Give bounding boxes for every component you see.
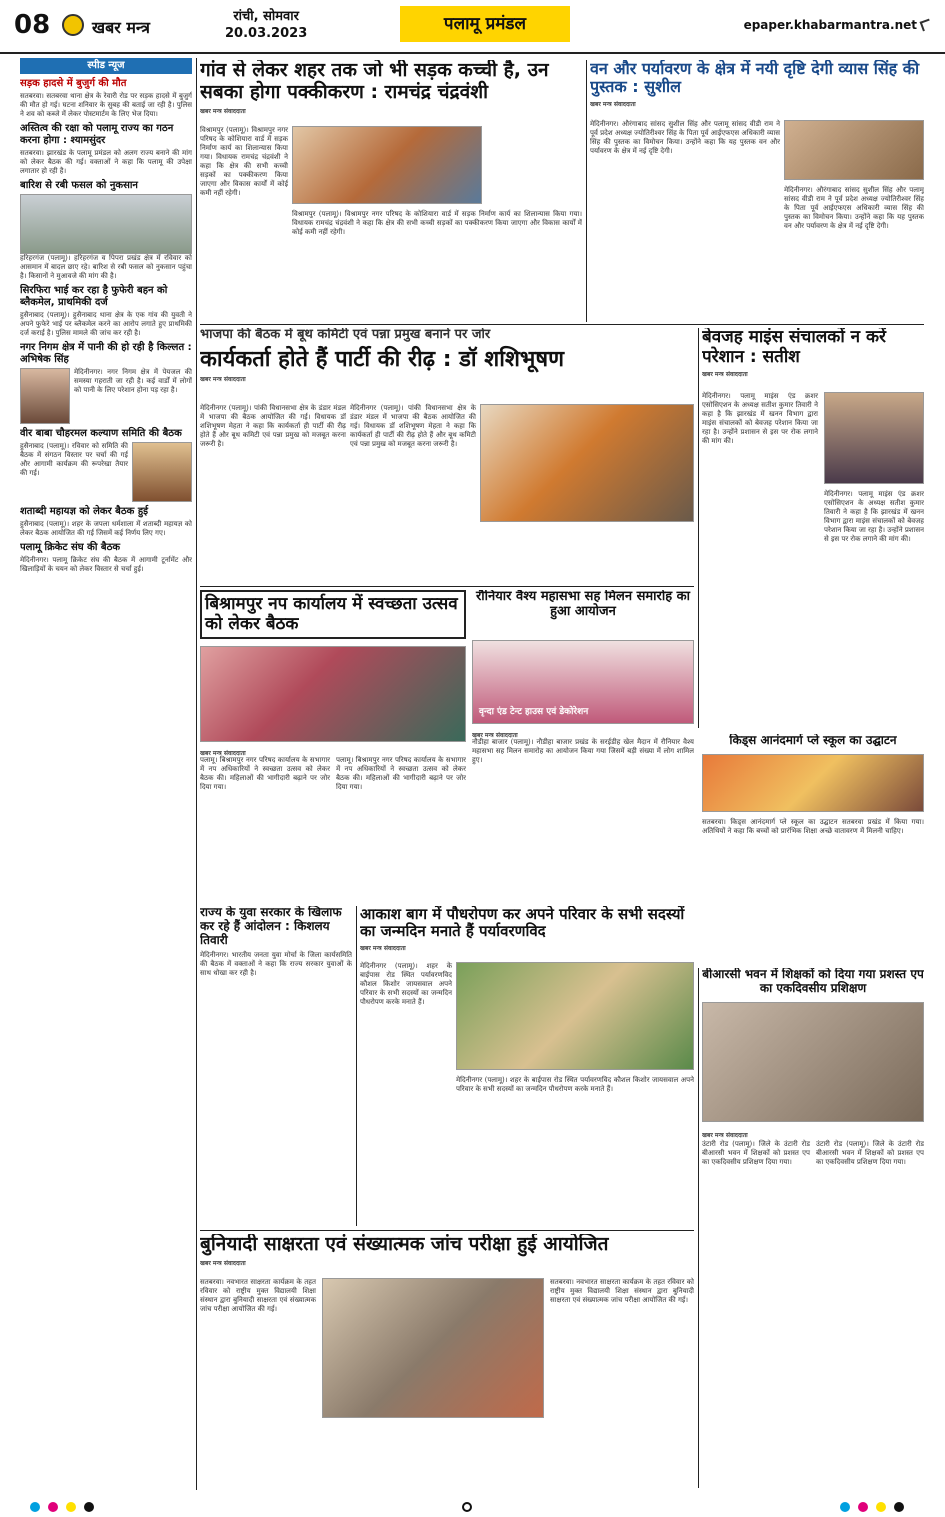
byline: खबर मन्त्र संवाददाता <box>702 371 748 379</box>
portrait-photo <box>20 368 70 424</box>
yellow-dot-icon <box>66 1502 76 1512</box>
sidebar-headline: अस्तित्व की रक्षा को पलामू राज्य का गठन करना होगा : श्यामसुंदर <box>20 123 174 146</box>
exam-photo <box>322 1278 544 1418</box>
rain-photo <box>20 194 192 254</box>
mines-headline: बेवजह माइंस संचालकों न करें परेशान : सतीश <box>702 328 887 367</box>
plant-headline: आकाश बाग में पौधरोपण कर अपने परिवार के सभी सदस्यों का जन्मदिन मनाते हैं पर्यावरणविद <box>360 906 685 941</box>
sidebar-body: हुसैनाबाद (पलामू)। शहर के जपला धर्मशाला में शताब्दी महायज्ञ को लेकर बैठक आयोजित की गई जिसमें कई निर्णय लिए गए। <box>20 520 192 537</box>
kidzee-photo <box>702 754 924 812</box>
sidebar-body: सतबरवा। सतबरवा थाना क्षेत्र के रेवारी रोड पर सड़क हादसे में बुजुर्ग की मौत हो गई। घटना शनिवार के सुबह की बताई जा रही है। पुलिस ने शव को कब्जे में लेकर पोस्टमार्टम के लिए भेज दिया। <box>20 92 192 118</box>
column-divider <box>586 60 587 322</box>
brc-body-cont: उंटारी रोड (पलामू)। जिले के उंटारी रोड बीआरसी भवन में शिक्षकों को प्रशस्त एप का एकदिवसीय प्रशिक्षण दिया गया। <box>816 1140 924 1166</box>
kidzee-headline: किड्स आनंदमार्ग प्ले स्कूल का उद्घाटन <box>729 734 897 747</box>
sidebar-item <box>20 123 192 176</box>
byline: खबर मन्त्र संवाददाता <box>702 1132 748 1139</box>
speed-news-column <box>20 58 192 1490</box>
mines-body: मेदिनीनगर। पलामू माइंस एंड क्रशर एसोसिएशन के अध्यक्ष सतीश कुमार तिवारी ने कहा है कि झारखंड में खनन विभाग द्वारा माइंस संचालकों को बेवजह परेशान किया जा रहा है। उन्होंने प्रशासन से इस पर रोक लगाने की मांग की। <box>702 392 818 445</box>
magenta-dot-icon <box>48 1502 58 1512</box>
vaishya-headline: रौनियार वैश्य महासभा सह मिलन समारोह का हुआ आयोजन <box>475 590 690 619</box>
byline: खबर मन्त्र संवाददाता <box>472 732 518 739</box>
literacy-body-cont: सतबरवा। नवभारत साक्षरता कार्यक्रम के तहत रविवार को राष्ट्रीय मुक्त विद्यालयी शिक्षा संस्थान द्वारा बुनियादी साक्षरता एवं संख्यात्मक जांच परीक्षा आयोजित की गई। <box>550 1278 694 1304</box>
top-story-body: विश्रामपुर (पलामू)। विश्रामपुर नगर परिषद के कोशियारा वार्ड में सड़क निर्माण कार्य का शिलान्यास किया गया। विधायक रामचंद्र चंद्रवंशी ने कहा कि क्षेत्र की सभी कच्ची सड़कों का पक्कीकरण किया जाएगा और विकास कार्यों में कोई कमी नहीं रहेगी। <box>200 126 288 197</box>
byline: खबर मन्त्र संवाददाता <box>200 1259 246 1267</box>
book-launch-photo <box>784 120 924 180</box>
bjp-body-cont: मेदिनीनगर (पलामू)। पांकी विधानसभा क्षेत्र के डंडार मंडल में भाजपा की बैठक आयोजित की गई। विधायक डॉ शशिभूषण मेहता ने कहा कि कार्यकर्ता ही पार्टी की रीढ़ होते हैं और बूथ कमिटी एवं पन्ना प्रमुख को मजबूत करना जरूरी है। <box>350 404 476 448</box>
inauguration-photo <box>292 126 482 204</box>
registration-mark-icon <box>462 1502 472 1512</box>
sidebar-headline: सड़क हादसे में बुजुर्ग की मौत <box>20 78 127 89</box>
column-divider <box>698 328 699 728</box>
swachhata-photo <box>200 646 466 742</box>
dateline <box>225 8 307 42</box>
swachhata-story <box>200 590 466 902</box>
magenta-dot-icon <box>858 1502 868 1512</box>
satish-portrait-photo <box>824 392 924 484</box>
section-rule <box>200 586 694 587</box>
column-divider <box>196 58 197 1490</box>
sidebar-headline: नगर निगम क्षेत्र में पानी की हो रही है किल्लत : अभिषेक सिंह <box>20 342 192 365</box>
bjp-kicker: भाजपा की बैठक में बूथ कमिटी एवं पन्ना प्रमुख बनाने पर जोर <box>200 328 491 342</box>
sidebar-item <box>20 78 192 119</box>
plantation-photo <box>456 962 694 1070</box>
plant-story <box>360 906 694 1226</box>
kidzee-story <box>702 734 924 964</box>
sidebar-body: हरिहरगंज (पलामू)। हरिहरगंज व पिपरा प्रखंड क्षेत्र में रविवार को आसमान में बादल छाए रहे। बारिश से रबी फसल को नुकसान पहुंचा है। किसानों ने मुआवजे की मांग की है। <box>20 254 192 280</box>
sidebar-item <box>20 542 192 574</box>
swachhata-body: पलामू। बिश्रामपुर नगर परिषद कार्यालय के सभागार में नप अधिकारियों ने स्वच्छता उत्सव को लेकर बैठक की। महिलाओं की भागीदारी बढ़ाने पर जोर दिया गया। <box>200 756 330 791</box>
top-story-headline: गांव से लेकर शहर तक जो भी सड़क कच्ची है, उन सबका होगा पक्कीकरण : रामचंद्र चंद्रवंशी <box>200 60 549 103</box>
column-divider <box>356 906 357 1226</box>
byline: खबर मन्त्र संवाददाता <box>200 107 246 115</box>
swachhata-headline: बिश्रामपुर नप कार्यालय में स्वच्छता उत्सव को लेकर बैठक <box>200 590 466 639</box>
cursor-icon <box>920 19 933 32</box>
youth-body: मेदिनीनगर। भारतीय जनता युवा मोर्चा के जिला कार्यसमिति की बैठक में वक्ताओं ने कहा कि राज्य सरकार युवाओं के साथ धोखा कर रही है। <box>200 951 352 978</box>
bjp-story <box>200 328 694 582</box>
mines-story <box>702 328 924 728</box>
column-divider <box>698 968 699 1488</box>
byline: खबर मन्त्र संवाददाता <box>200 376 246 384</box>
logo-icon <box>62 14 84 36</box>
sidebar-body: सतबरवा। झारखंड के पलामू प्रमंडल को अलग राज्य बनाने की मांग को लेकर बैठक की गई। वक्ताओं ने कहा कि पलामू की उपेक्षा लगातार हो रही है। <box>20 149 192 175</box>
section-title: पलामू प्रमंडल <box>400 6 570 42</box>
forest-story-body-cont: मेदिनीनगर। औरंगाबाद सांसद सुशील सिंह और पलामू सांसद वीडी राम ने पूर्व प्रदेश अध्यक्ष ज्योतिरीश्वर सिंह के पिता पूर्व आईएफएस अधिकारी व्यास सिंह की पुस्तक का विमोचन किया। उन्होंने कहा कि यह पुस्तक वन और पर्यावरण के क्षेत्र में नई दृष्टि देगी। <box>784 186 924 230</box>
cyan-dot-icon <box>840 1502 850 1512</box>
vaishya-story <box>472 590 694 902</box>
sidebar-item <box>20 506 192 538</box>
section-rule <box>200 324 924 325</box>
brc-body: उंटारी रोड (पलामू)। जिले के उंटारी रोड बीआरसी भवन में शिक्षकों को प्रशस्त एप का एकदिवसीय प्रशिक्षण दिया गया। <box>702 1140 810 1166</box>
sidebar-body: मेदिनीनगर। नगर निगम क्षेत्र में पेयजल की समस्या गहराती जा रही है। कई वार्डों में लोगों को पानी के लिए परेशान होना पड़ रहा है। <box>74 368 192 394</box>
vaishya-photo <box>472 640 694 724</box>
speed-news-title: स्पीड न्यूज <box>20 58 192 74</box>
sidebar-item <box>20 428 192 502</box>
cyan-dot-icon <box>30 1502 40 1512</box>
sidebar-headline: सिरफिरा भाई कर रहा है फुफेरी बहन को ब्लैकमेल, प्राथमिकी दर्ज <box>20 285 168 308</box>
bjp-meeting-photo <box>480 404 694 522</box>
byline: खबर मन्त्र संवाददाता <box>200 750 246 757</box>
black-dot-icon <box>894 1502 904 1512</box>
section-rule <box>200 1230 694 1231</box>
bjp-headline: कार्यकर्ता होते हैं पार्टी की रीढ़ : डॉ शशिभूषण <box>200 346 564 372</box>
youth-story <box>200 906 352 1226</box>
brc-story <box>702 968 924 1488</box>
tent-house-banner: वृन्दा एंड टेन्ट हाउस एवं डेकोरेशन <box>479 707 589 717</box>
top-story-body-cont: विश्रामपुर (पलामू)। विश्रामपुर नगर परिषद के कोशियारा वार्ड में सड़क निर्माण कार्य का शिलान्यास किया गया। विधायक रामचंद्र चंद्रवंशी ने कहा कि क्षेत्र की सभी कच्ची सड़कों का पक्कीकरण किया जाएगा और विकास कार्यों में कोई कमी नहीं रहेगी। <box>292 210 582 236</box>
literacy-body: सतबरवा। नवभारत साक्षरता कार्यक्रम के तहत रविवार को राष्ट्रीय मुक्त विद्यालयी शिक्षा संस्थान द्वारा बुनियादी साक्षरता एवं संख्यात्मक जांच परीक्षा आयोजित की गई। <box>200 1278 316 1313</box>
sidebar-headline: शताब्दी महायज्ञ को लेकर बैठक हुई <box>20 506 149 517</box>
date: 20.03.2023 <box>225 26 308 41</box>
forest-story-headline: वन और पर्यावरण के क्षेत्र में नयी दृष्टि देगी व्यास सिंह की पुस्तक : सुशील <box>590 60 920 97</box>
sidebar-headline: पलामू क्रिकेट संघ की बैठक <box>20 542 121 553</box>
training-photo <box>702 1002 924 1122</box>
registration-bar <box>0 1497 945 1517</box>
literacy-headline: बुनियादी साक्षरता एवं संख्यात्मक जांच परीक्षा हुई आयोजित <box>200 1234 609 1255</box>
bjp-body: मेदिनीनगर (पलामू)। पांकी विधानसभा क्षेत्र के डंडार मंडल में भाजपा की बैठक आयोजित की गई। विधायक डॉ शशिभूषण मेहता ने कहा कि कार्यकर्ता ही पार्टी की रीढ़ होते हैं और बूथ कमिटी एवं पन्ना प्रमुख को मजबूत करना जरूरी है। <box>200 404 346 448</box>
yellow-dot-icon <box>876 1502 886 1512</box>
brc-headline: बीआरसी भवन में शिक्षकों को दिया गया प्रशस्त एप का एकदिवसीय प्रशिक्षण <box>702 968 924 995</box>
forest-story-body: मेदिनीनगर। औरंगाबाद सांसद सुशील सिंह और पलामू सांसद वीडी राम ने पूर्व प्रदेश अध्यक्ष ज्योतिरीश्वर सिंह के पिता पूर्व आईएफएस अधिकारी व्यास सिंह की पुस्तक का विमोचन किया। उन्होंने कहा कि यह पुस्तक वन और पर्यावरण के क्षेत्र में नई दृष्टि देगी। <box>590 120 780 155</box>
page-number: 08 <box>14 10 51 40</box>
epaper-link[interactable]: epaper.khabarmantra.net <box>743 18 917 32</box>
top-story <box>200 60 582 322</box>
meeting-photo <box>132 442 192 502</box>
plant-body: मेदिनीनगर (पलामू)। शहर के बाईपास रोड स्थित पर्यावरणविद कौशल किशोर जायसवाल अपने परिवार के सभी सदस्यों का जन्मदिन पौधरोपण करके मनाते हैं। <box>360 962 452 1006</box>
vaishya-body: नौडीहा बाजार (पलामू)। नौडीहा बाजार प्रखंड के सरईडीह खेल मैदान में रौनियार वैश्य महासभा सह मिलन समारोह का आयोजन किया गया जिसमें बड़ी संख्या में लोग शामिल हुए। <box>472 738 694 764</box>
sidebar-item <box>20 342 192 424</box>
sidebar-body: हुसैनाबाद (पलामू)। रविवार को समिति की बैठक में संगठन विस्तार पर चर्चा की गई और आगामी कार्यक्रम की रूपरेखा तैयार की गई। <box>20 442 128 477</box>
byline: खबर मन्त्र संवाददाता <box>590 100 636 108</box>
literacy-story <box>200 1234 694 1490</box>
sidebar-body: मेदिनीनगर। पलामू क्रिकेट संघ की बैठक में आगामी टूर्नामेंट और खिलाड़ियों के चयन को लेकर विस्तार से चर्चा हुई। <box>20 556 192 573</box>
city-day: रांची, सोमवार <box>233 9 299 24</box>
youth-headline: राज्य के युवा सरकार के खिलाफ कर रहे हैं आंदोलन : किशलय तिवारी <box>200 906 342 947</box>
swachhata-body-cont: पलामू। बिश्रामपुर नगर परिषद कार्यालय के सभागार में नप अधिकारियों ने स्वच्छता उत्सव को लेकर बैठक की। महिलाओं की भागीदारी बढ़ाने पर जोर दिया गया। <box>336 756 466 791</box>
sidebar-headline: वीर बाबा चौहरमल कल्याण समिति की बैठक <box>20 428 182 439</box>
kidzee-body: सतबरवा। किड्स आनंदमार्ग प्ले स्कूल का उद्घाटन सतबरवा प्रखंड में किया गया। अतिथियों ने कहा कि बच्चों को प्रारंभिक शिक्षा अच्छे वातावरण में मिलनी चाहिए। <box>702 818 924 835</box>
black-dot-icon <box>84 1502 94 1512</box>
plant-body-cont: मेदिनीनगर (पलामू)। शहर के बाईपास रोड स्थित पर्यावरणविद कौशल किशोर जायसवाल अपने परिवार के सभी सदस्यों का जन्मदिन पौधरोपण करके मनाते हैं। <box>456 1076 694 1093</box>
forest-story <box>590 60 924 322</box>
mines-body-cont: मेदिनीनगर। पलामू माइंस एंड क्रशर एसोसिएशन के अध्यक्ष सतीश कुमार तिवारी ने कहा है कि झारखंड में खनन विभाग द्वारा माइंस संचालकों को बेवजह परेशान किया जा रहा है। उन्होंने प्रशासन से इस पर रोक लगाने की मांग की। <box>824 490 924 543</box>
sidebar-headline: बारिश से रबी फसल को नुकसान <box>20 180 138 191</box>
masthead <box>0 0 945 54</box>
paper-name: खबर मन्त्र <box>92 18 150 37</box>
byline: खबर मन्त्र संवाददाता <box>360 944 406 952</box>
sidebar-item <box>20 285 192 338</box>
sidebar-item <box>20 180 192 281</box>
sidebar-body: हुसैनाबाद (पलामू)। हुसैनाबाद थाना क्षेत्र के एक गांव की युवती ने अपने फुफेरे भाई पर ब्लैकमेल करने का आरोप लगाते हुए प्राथमिकी दर्ज कराई है। पुलिस मामले की जांच कर रही है। <box>20 311 192 337</box>
